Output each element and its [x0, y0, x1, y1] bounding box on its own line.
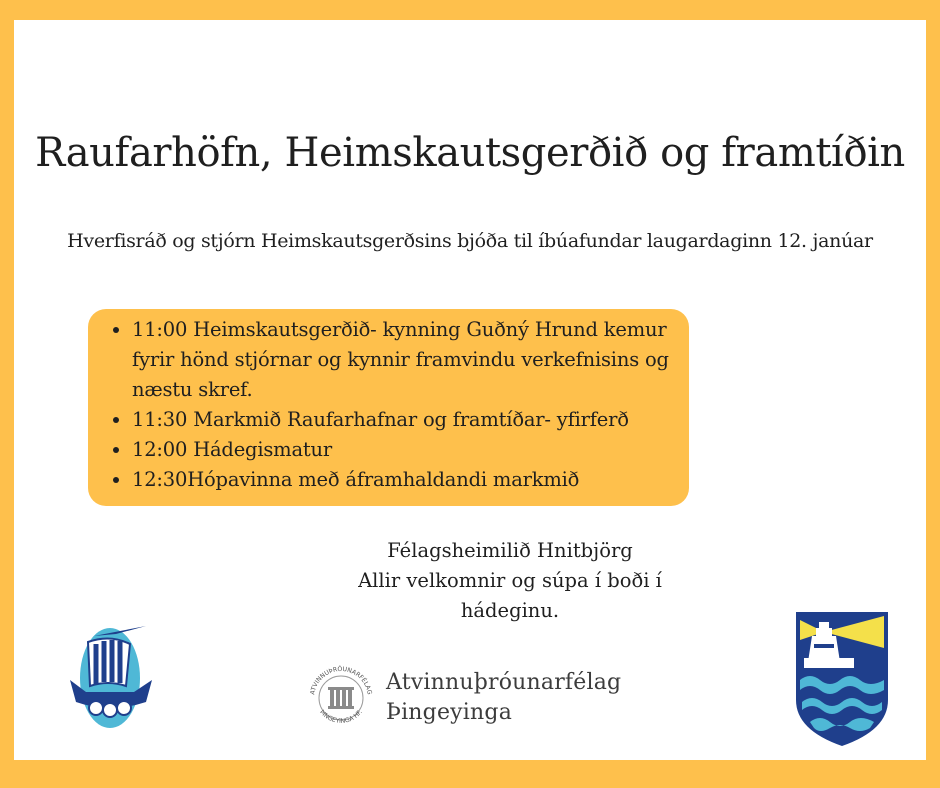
svg-text:ÞINGEYINGA HF.: ÞINGEYINGA HF. [318, 708, 364, 725]
schedule-list [88, 315, 679, 495]
location-welcome: Allir velkomnir og súpa í boði í [358, 569, 662, 592]
lighthouse-coat-of-arms-icon [794, 610, 890, 752]
atvinnuthrounarfelag-logo-text [386, 668, 621, 728]
schedule-box [88, 309, 689, 506]
svg-text:ATVINNUÞRÓUNARFÉLAG: ATVINNUÞRÓUNARFÉLAG [309, 665, 373, 696]
schedule-item: • 12:30Hópavinna með áframhaldandi markmið [132, 465, 679, 495]
schedule-item: • 11:00 Heimskautsgerðið- kynning Guðný Hrund kemur fyrir hönd stjórnar og kynnir framvindu verkefnisins og næstu skref. [132, 315, 679, 405]
schedule-item: • 11:30 Markmið Raufarhafnar og framtíðar- yfirferð [132, 405, 679, 435]
viking-ship-emblem-icon [66, 622, 156, 738]
atv-name-line1: Atvinnuþróunarfélag [386, 670, 622, 695]
atvinnuthrounarfelag-seal-icon [306, 662, 376, 736]
schedule-item: • 12:00 Hádegismatur [132, 435, 679, 465]
location-venue: Félagsheimilið Hnitbjörg [387, 539, 633, 562]
atv-name-line2: Þingeyinga [386, 700, 513, 725]
page-subtitle: Hverfisráð og stjórn Heimskautsgerðsins bjóða til íbúafundar laugardaginn 12. janúar [67, 230, 873, 252]
location-welcome-cont: hádeginu. [460, 599, 560, 622]
location-info [310, 536, 710, 626]
page-title: Raufarhöfn, Heimskautsgerðið og framtíðin [35, 130, 905, 176]
